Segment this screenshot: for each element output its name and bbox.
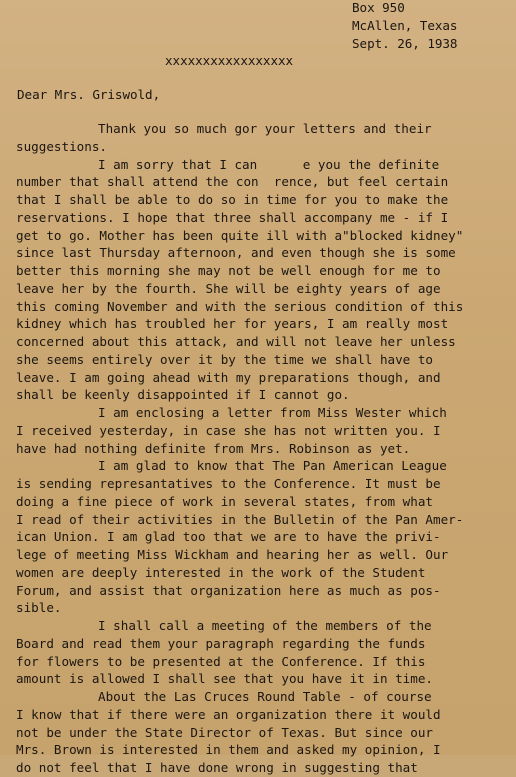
body-line: I read of their activities in the Bulletin of the Pan Amer-	[16, 511, 464, 527]
body-line: amount is allowed I shall see that you have it in time.	[16, 671, 434, 687]
body-line: Thank you so much gor your letters and their	[98, 121, 432, 136]
body-line: better this morning she may not be well enough for me to	[16, 263, 441, 278]
body-line: have had nothing definite from Mrs. Robinson as yet.	[16, 440, 411, 456]
salutation: Dear Mrs. Griswold,	[17, 87, 161, 102]
body-line: get to go. Mother has been quite ill with a"blocked kidney"	[16, 227, 464, 243]
body-line: that I shall be able to do so in time for you to make the	[16, 192, 449, 207]
body-line: do not feel that I have done wrong in suggesting that	[16, 760, 418, 775]
body-line: doing a fine piece of work in several states, from what	[16, 493, 434, 509]
address-line-1: Box 950	[352, 0, 405, 15]
body-line: is sending represantatives to the Conference. It must be	[16, 476, 441, 491]
body-line: number that shall attend the con rence, but feel certain	[16, 174, 449, 190]
body-line: not be under the State Director of Texas. But since our	[16, 724, 434, 740]
body-line: leave. I am going ahead with my preparations though, and	[16, 369, 441, 385]
body-line: sible.	[16, 600, 62, 616]
body-line: About the Las Cruces Round Table - of course	[98, 689, 432, 704]
body-line: ican Union. I am glad too that we are to have the privi-	[16, 529, 441, 545]
body-line: I shall call a meeting of the members of the	[98, 618, 432, 633]
body-line: suggestions.	[16, 138, 107, 154]
body-line: concerned about this attack, and will not leave her unless	[16, 334, 456, 349]
address-line-2: McAllen, Texas	[352, 18, 458, 33]
body-line: I am glad to know that The Pan American League	[98, 458, 447, 474]
body-line: I know that if there were an organization there it would	[16, 706, 441, 722]
body-line: Forum, and assist that organization here as much as pos-	[16, 582, 441, 598]
letter-body	[16, 120, 516, 777]
body-line: I received yesterday, in case she has not written you. I	[16, 422, 441, 438]
body-line: lege of meeting Miss Wickham and hearing her as well. Our	[16, 547, 449, 562]
body-line: Board and read them your paragraph regarding the funds	[16, 635, 426, 651]
body-line: shall be keenly disappointed if I cannot go.	[16, 387, 350, 403]
letter-date: Sept. 26, 1938	[352, 36, 458, 51]
body-line: kidney which has troubled her for years, I am really most	[16, 316, 449, 332]
body-line: she seems entirely over it by the time we shall have to	[16, 351, 434, 367]
separator-line: xxxxxxxxxxxxxxxxx	[165, 53, 294, 68]
body-line: since last Thursday afternoon, and even though she is some	[16, 245, 456, 261]
body-line: Mrs. Brown is interested in them and asked my opinion, I	[16, 742, 441, 758]
body-line: reservations. I hope that three shall accompany me - if I	[16, 209, 449, 225]
body-line: leave her by the fourth. She will be eighty years of age	[16, 280, 441, 296]
body-line: this coming November and with the serious condition of this	[16, 298, 464, 314]
body-line: I am enclosing a letter from Miss Wester which	[98, 405, 447, 420]
body-line: for flowers to be presented at the Conference. If this	[16, 653, 426, 669]
body-line: women are deeply interested in the work of the Student	[16, 564, 426, 580]
body-line: I am sorry that I can e you the definite	[98, 156, 440, 172]
